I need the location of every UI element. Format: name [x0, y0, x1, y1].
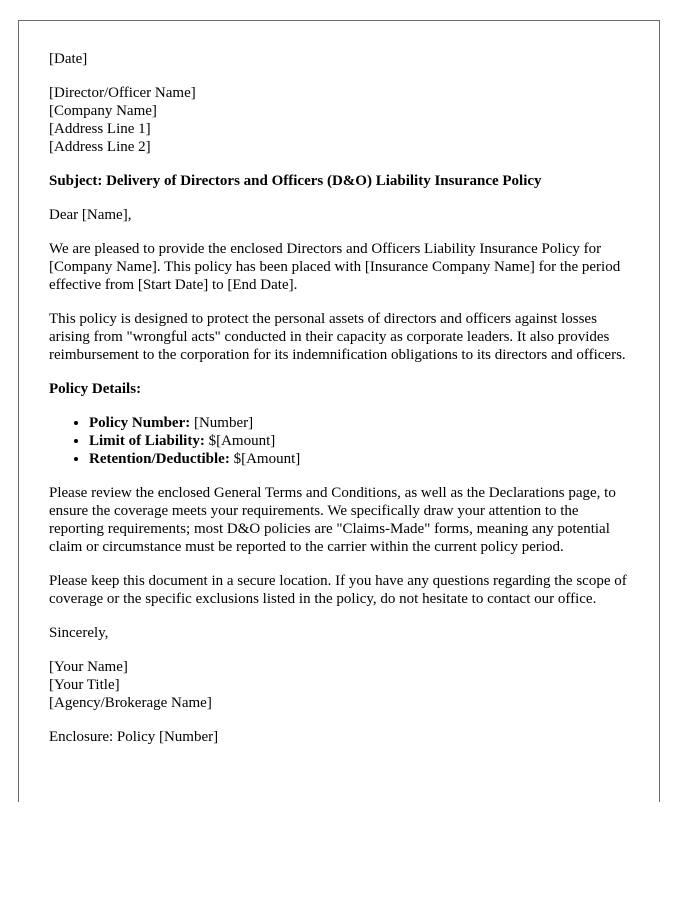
- paragraph-purpose: This policy is designed to protect the personal assets of directors and officers against losses arising from "wrongful acts" conducted in their capacity as corporate leaders. It also provides reimbursement to the corporation for its indemnification obligations to its directors and officers.: [49, 311, 626, 363]
- closing: Sincerely,: [49, 625, 109, 641]
- policy-number-value: [Number]: [190, 415, 254, 431]
- signature-block: [49, 658, 629, 712]
- signature-name: [Your Name]: [49, 659, 128, 675]
- limit-of-liability-value: $[Amount]: [204, 433, 276, 449]
- list-item: [89, 450, 629, 468]
- signature-title: [Your Title]: [49, 677, 120, 693]
- signature-agency: [Agency/Brokerage Name]: [49, 695, 212, 711]
- salutation: Dear [Name],: [49, 207, 132, 223]
- recipient-name: [Director/Officer Name]: [49, 85, 196, 101]
- policy-details-list: [49, 414, 629, 468]
- recipient-address-line-2: [Address Line 2]: [49, 139, 151, 155]
- recipient-company: [Company Name]: [49, 103, 157, 119]
- policy-details-heading: Policy Details:: [49, 381, 142, 397]
- list-item: [89, 432, 629, 450]
- list-item: [89, 414, 629, 432]
- paragraph-keep-secure: Please keep this document in a secure location. If you have any questions regarding the scope of coverage or the specific exclusions listed in the policy, do not hesitate to contact our office.: [49, 573, 627, 607]
- letter-date: [Date]: [49, 51, 88, 67]
- recipient-address-block: [49, 84, 629, 156]
- paragraph-review: Please review the enclosed General Terms and Conditions, as well as the Declarations page, to ensure the coverage meets your requirements. We specifically draw your attention to the reporting requirements; most D&O policies are "Claims-Made" forms, meaning any potential claim or circumstance must be reported to the carrier within the current policy period.: [49, 485, 616, 555]
- letter-page: [18, 20, 660, 802]
- subject-line: Subject: Delivery of Directors and Officers (D&O) Liability Insurance Policy: [49, 173, 542, 189]
- retention-deductible-value: $[Amount]: [229, 451, 301, 467]
- retention-deductible-label: Retention/Deductible:: [89, 451, 230, 467]
- paragraph-intro: We are pleased to provide the enclosed Directors and Officers Liability Insurance Policy for [Company Name]. This policy has been placed with [Insurance Company Name] for the period effective from [Start Date] to [End Date].: [49, 241, 621, 293]
- limit-of-liability-label: Limit of Liability:: [89, 433, 205, 449]
- policy-number-label: Policy Number:: [89, 415, 191, 431]
- enclosure-line: Enclosure: Policy [Number]: [49, 729, 219, 745]
- recipient-address-line-1: [Address Line 1]: [49, 121, 151, 137]
